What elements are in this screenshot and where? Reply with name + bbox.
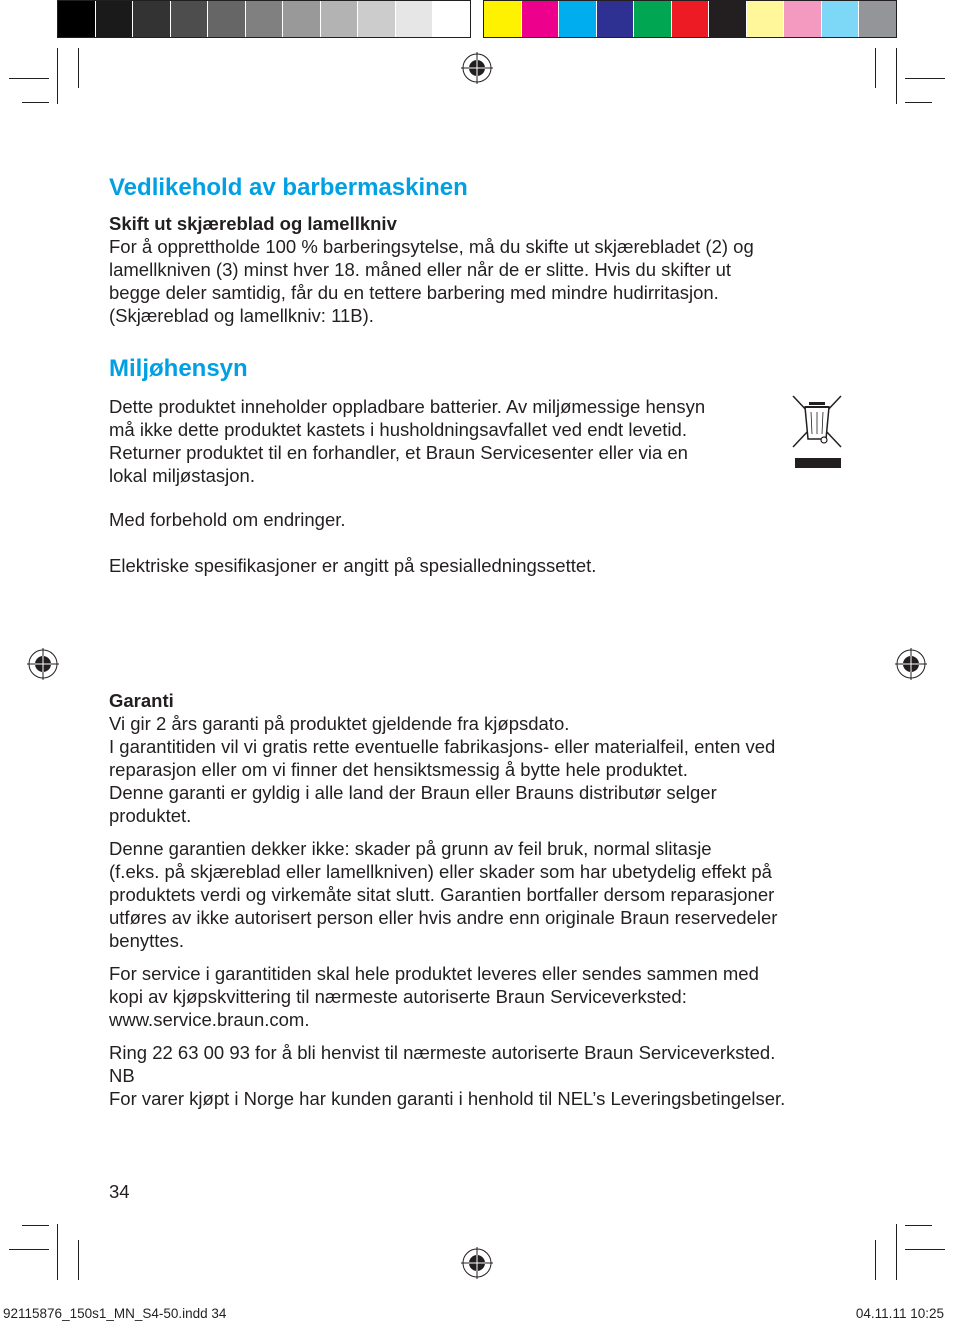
maintenance-block — [109, 212, 754, 327]
environment-heading: Miljøhensyn — [109, 355, 248, 382]
maintenance-subheading: Skift ut skjæreblad og lamellkniv — [109, 213, 397, 234]
crop-mark — [875, 1240, 876, 1280]
crop-mark — [78, 48, 79, 88]
maintenance-line: lamellkniven (3) minst hver 18. måned eller når de er slitte. Hvis du skifter ut — [109, 259, 732, 280]
color-swatch — [321, 1, 359, 37]
warranty-line: I garantitiden vil vi gratis rette eventuelle fabrikasjons- eller materialfeil, enten ved — [109, 736, 776, 757]
warranty-line: utføres av ikke autorisert person eller hvis andre enn originale Braun reservedeler — [109, 907, 778, 928]
page-number: 34 — [109, 1181, 130, 1202]
slug-date: 04.11.11 10:25 — [855, 1306, 944, 1321]
gray-calibration-bar — [57, 0, 471, 38]
warranty-line: produktets verdi og virkemåte sitat slutt. Garantien bortfaller dersom reparasjoner — [109, 884, 775, 905]
maintenance-line: begge deler samtidig, får du en tettere barbering med mindre hudirritasjon. — [109, 282, 719, 303]
crop-mark — [905, 1225, 932, 1226]
color-swatch — [246, 1, 284, 37]
color-swatch — [171, 1, 209, 37]
color-swatch — [396, 1, 434, 37]
warranty-contact — [109, 1041, 785, 1110]
warranty-line: (f.eks. på skjæreblad eller lamellkniven) eller skader som har ubetydelig effekt på — [109, 861, 772, 882]
crop-mark — [78, 1240, 79, 1280]
environment-line: Returner produktet til en forhandler, et Braun Servicesenter eller via en — [109, 442, 688, 463]
warranty-service — [109, 962, 759, 1031]
color-swatch — [433, 1, 470, 37]
warranty-line: benyttes. — [109, 930, 185, 951]
changes-note: Med forbehold om endringer. — [109, 509, 346, 530]
crop-mark — [896, 48, 897, 104]
color-swatch — [522, 1, 560, 37]
registration-mark-icon — [895, 648, 927, 680]
maintenance-line: (Skjæreblad og lamellkniv: 11B). — [109, 305, 374, 326]
warranty-line: NB — [109, 1065, 135, 1086]
warranty-line: reparasjon eller om vi finner det hensiktsmessig å bytte hele produktet. — [109, 759, 688, 780]
warranty-line: kopi av kjøpskvittering til nærmeste autoriserte Braun Serviceverksted: — [109, 986, 687, 1007]
warranty-line: Ring 22 63 00 93 for å bli henvist til nærmeste autoriserte Braun Serviceverksted. — [109, 1042, 776, 1063]
crop-mark — [905, 1249, 945, 1250]
environment-line: må ikke dette produktet kastets i husholdningsavfallet ved endt levetid. — [109, 419, 687, 440]
warranty-heading: Garanti — [109, 690, 174, 711]
crop-mark — [9, 1249, 49, 1250]
warranty-block — [109, 689, 775, 827]
electrical-note: Elektriske spesifikasjoner er angitt på spesialledningssettet. — [109, 555, 597, 576]
crop-mark — [905, 78, 945, 79]
color-swatch — [283, 1, 321, 37]
crop-mark — [22, 1225, 49, 1226]
color-swatch — [597, 1, 635, 37]
warranty-line: Denne garantien dekker ikke: skader på grunn av feil bruk, normal slitasje — [109, 838, 712, 859]
color-swatch — [784, 1, 822, 37]
crop-mark — [57, 48, 58, 104]
registration-mark-icon — [461, 1247, 493, 1279]
warranty-line: Denne garanti er gyldig i alle land der Braun eller Brauns distributør selger — [109, 782, 717, 803]
crop-mark — [896, 1224, 897, 1280]
color-swatch — [634, 1, 672, 37]
color-swatch — [859, 1, 896, 37]
registration-mark-icon — [461, 52, 493, 84]
color-swatch — [709, 1, 747, 37]
crop-mark — [57, 1224, 58, 1280]
warranty-line: For service i garantitiden skal hele produktet leveres eller sendes sammen med — [109, 963, 759, 984]
warranty-line: produktet. — [109, 805, 192, 826]
color-swatch — [822, 1, 860, 37]
registration-mark-icon — [27, 648, 59, 680]
color-swatch — [484, 1, 522, 37]
warranty-exclusions — [109, 837, 777, 952]
maintenance-line: For å opprettholde 100 % barberingsytelse, må du skifte ut skjærebladet (2) og — [109, 236, 754, 257]
color-swatch — [58, 1, 96, 37]
crop-mark — [9, 78, 49, 79]
color-swatch — [358, 1, 396, 37]
color-swatch — [747, 1, 785, 37]
maintenance-heading: Vedlikehold av barbermaskinen — [109, 174, 468, 201]
crop-mark — [22, 102, 49, 103]
warranty-line: Vi gir 2 års garanti på produktet gjeldende fra kjøpsdato. — [109, 713, 570, 734]
crossed-out-wheelie-bin-icon — [791, 394, 843, 470]
warranty-line: www.service.braun.com. — [109, 1009, 310, 1030]
color-swatch — [133, 1, 171, 37]
color-swatch — [672, 1, 710, 37]
environment-line: Dette produktet inneholder oppladbare batterier. Av miljømessige hensyn — [109, 396, 706, 417]
color-swatch — [96, 1, 134, 37]
color-swatch — [208, 1, 246, 37]
color-calibration-bar — [483, 0, 897, 38]
crop-mark — [905, 102, 932, 103]
crop-mark — [875, 48, 876, 88]
environment-block — [109, 395, 705, 487]
warranty-line: For varer kjøpt i Norge har kunden garanti i henhold til NEL’s Leveringsbetingelser. — [109, 1088, 786, 1109]
color-swatch — [559, 1, 597, 37]
environment-line: lokal miljøstasjon. — [109, 465, 255, 486]
slug-file: 92115876_150s1_MN_S4-50.indd 34 — [3, 1306, 227, 1321]
